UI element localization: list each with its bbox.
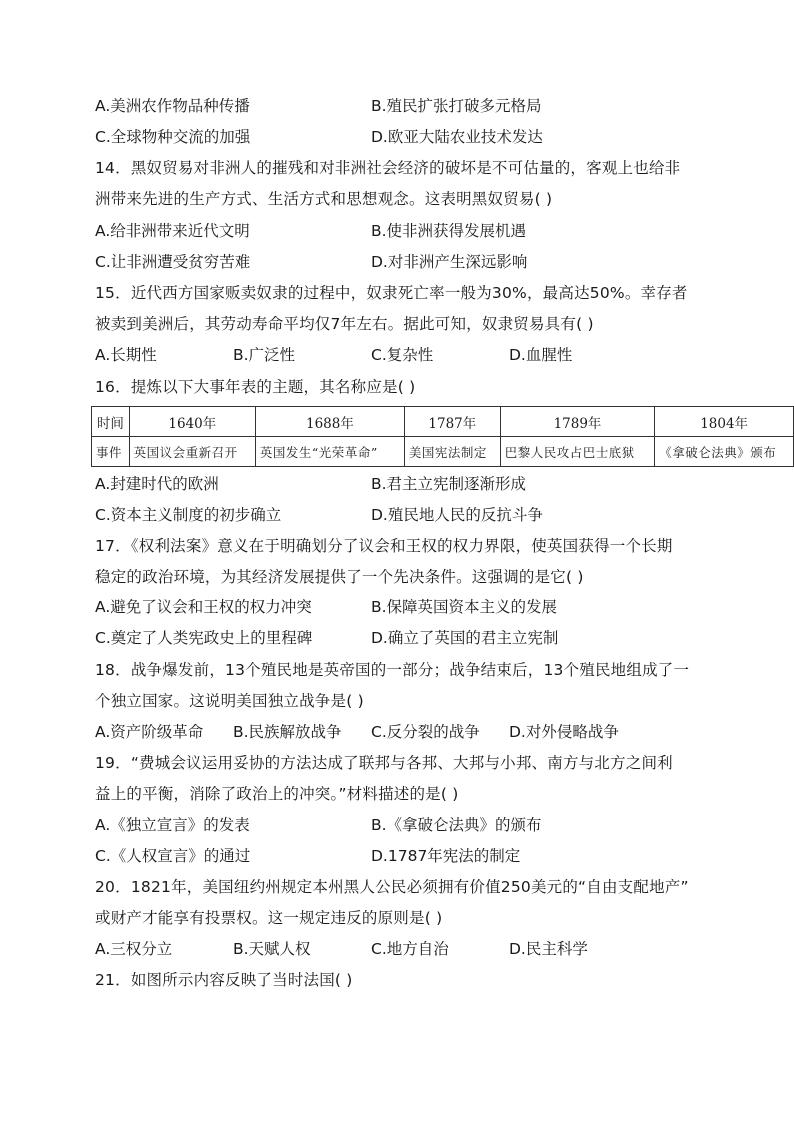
chronology-time-header: 时间	[92, 407, 130, 437]
q20-option-d: D.民主科学	[509, 940, 588, 958]
q18-option-a: A.资产阶级革命	[95, 723, 204, 741]
q18-option-b: B.民族解放战争	[233, 723, 342, 741]
q14-stem-line2: 洲带来先进的生产方式、生活方式和思想观念。这表明黑奴贸易( )	[95, 190, 553, 208]
q20-option-a: A.三权分立	[95, 940, 173, 958]
q19-stem-line2: 益上的平衡，消除了政治上的冲突。”材料描述的是( )	[95, 785, 459, 803]
q14-option-b: B.使非洲获得发展机遇	[371, 222, 527, 240]
q14-stem-line1: 14．黑奴贸易对非洲人的摧残和对非洲社会经济的破坏是不可估量的，客观上也给非	[95, 159, 681, 177]
chronology-year: 1787年	[404, 407, 500, 437]
q17-option-a: A.避免了议会和王权的权力冲突	[95, 598, 312, 616]
chronology-event: 《拿破仑法典》颁布	[655, 437, 794, 467]
q16-stem: 16．提炼以下大事年表的主题，其名称应是( )	[95, 378, 416, 396]
chronology-year: 1688年	[255, 407, 404, 437]
q18-stem-line2: 个独立国家。这说明美国独立战争是( )	[95, 692, 364, 710]
q19-stem-line1: 19．“费城会议运用妥协的方法达成了联邦与各邦、大邦与小邦、南方与北方之间利	[95, 754, 673, 772]
q15-option-d: D.血腥性	[509, 346, 573, 364]
chronology-year: 1804年	[655, 407, 794, 437]
q16-option-d: D.殖民地人民的反抗斗争	[371, 506, 543, 524]
q20-stem-line1: 20．1821年，美国纽约州规定本州黑人公民必须拥有价值250美元的“自由支配地产”	[95, 878, 689, 896]
q19-option-b: B.《拿破仑法典》的颁布	[371, 816, 542, 834]
q13-option-c: C.全球物种交流的加强	[95, 128, 251, 146]
q18-option-c: C.反分裂的战争	[371, 723, 480, 741]
q20-option-c: C.地方自治	[371, 940, 449, 958]
chronology-event-row	[92, 437, 794, 467]
chronology-event-header: 事件	[92, 437, 130, 467]
q14-option-a: A.给非洲带来近代文明	[95, 222, 250, 240]
q19-option-a: A.《独立宣言》的发表	[95, 816, 250, 834]
q16-option-b: B.君主立宪制逐渐形成	[371, 475, 527, 493]
chronology-year: 1640年	[129, 407, 255, 437]
q19-option-d: D.1787年宪法的制定	[371, 847, 521, 865]
q21-stem: 21．如图所示内容反映了当时法国( )	[95, 971, 353, 989]
q14-option-c: C.让非洲遭受贫穷苦难	[95, 253, 251, 271]
q19-option-c: C.《人权宣言》的通过	[95, 847, 251, 865]
q13-option-a: A.美洲农作物品种传播	[95, 97, 250, 115]
q20-stem-line2: 或财产才能享有投票权。这一规定违反的原则是( )	[95, 909, 443, 927]
q15-stem-line1: 15．近代西方国家贩卖奴隶的过程中，奴隶死亡率一般为30%，最高达50%。幸存者	[95, 284, 688, 302]
chronology-year-row	[92, 407, 794, 437]
chronology-event: 英国议会重新召开	[129, 437, 255, 467]
q17-stem-line2: 稳定的政治环境，为其经济发展提供了一个先决条件。这强调的是它( )	[95, 568, 584, 586]
q13-option-d: D.欧亚大陆农业技术发达	[371, 128, 543, 146]
q20-option-b: B.天赋人权	[233, 940, 311, 958]
q16-option-c: C.资本主义制度的初步确立	[95, 506, 282, 524]
q15-stem-line2: 被卖到美洲后，其劳动寿命平均仅7年左右。据此可知，奴隶贸易具有( )	[95, 315, 594, 333]
chronology-year: 1789年	[500, 407, 654, 437]
q16-option-a: A.封建时代的欧洲	[95, 475, 219, 493]
chronology-table	[91, 406, 794, 467]
q15-option-b: B.广泛性	[233, 346, 296, 364]
chronology-event: 巴黎人民攻占巴士底狱	[500, 437, 654, 467]
q17-option-d: D.确立了英国的君主立宪制	[371, 629, 559, 647]
chronology-event: 美国宪法制定	[404, 437, 500, 467]
q18-stem-line1: 18．战争爆发前，13个殖民地是英帝国的一部分；战争结束后，13个殖民地组成了一	[95, 661, 690, 679]
q13-option-b: B.殖民扩张打破多元格局	[371, 97, 542, 115]
q17-option-b: B.保障英国资本主义的发展	[371, 598, 558, 616]
q18-option-d: D.对外侵略战争	[509, 723, 619, 741]
q17-option-c: C.奠定了人类宪政史上的里程碑	[95, 629, 313, 647]
q17-stem-line1: 17．《权利法案》意义在于明确划分了议会和王权的权力界限，使英国获得一个长期	[95, 537, 673, 555]
q15-option-c: C.复杂性	[371, 346, 434, 364]
q14-option-d: D.对非洲产生深远影响	[371, 253, 528, 271]
chronology-event: 英国发生“光荣革命”	[255, 437, 404, 467]
q15-option-a: A.长期性	[95, 346, 157, 364]
